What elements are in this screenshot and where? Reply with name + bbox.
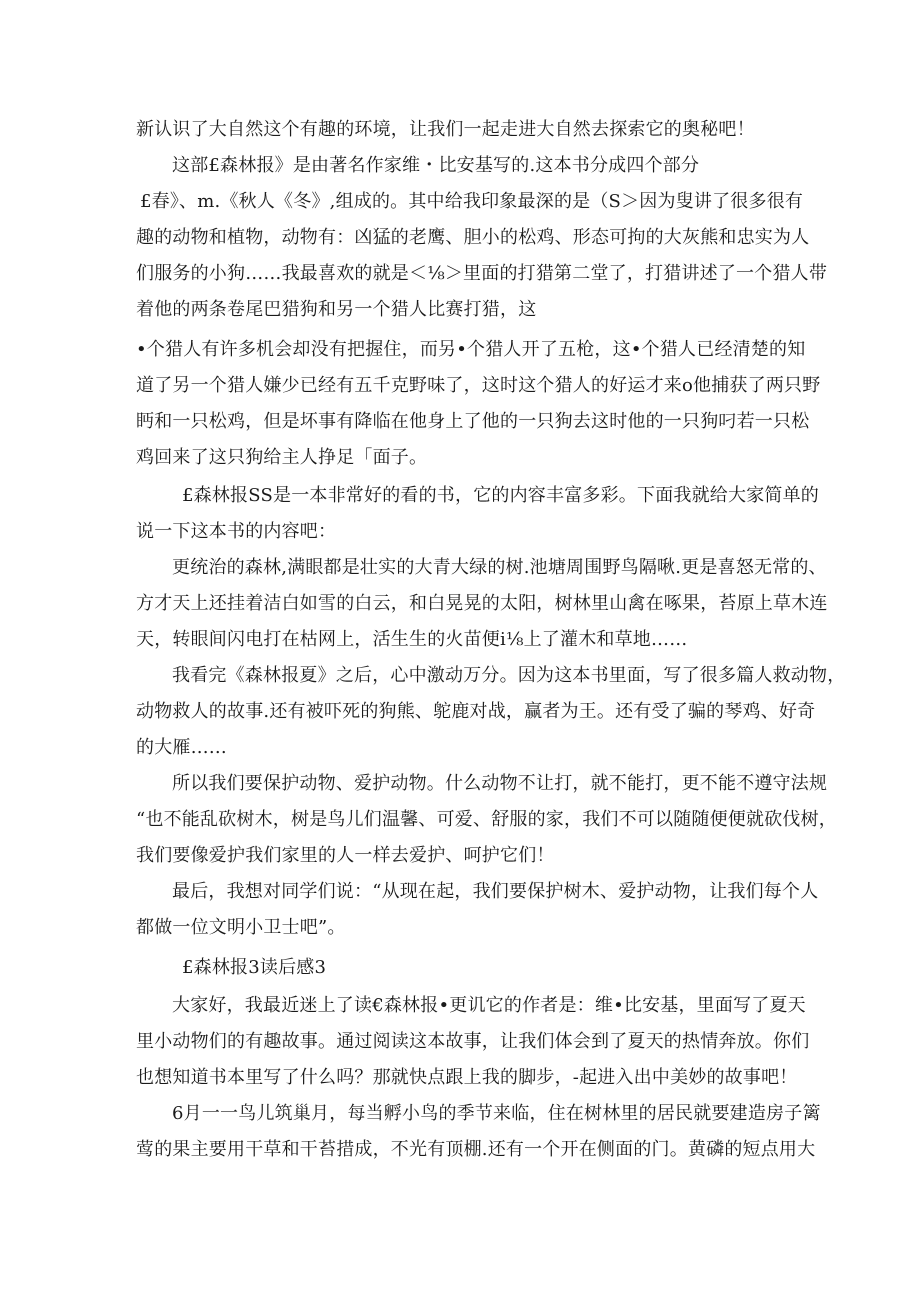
text-line: 最后，我想对同学们说：“从现在起，我们要保护树木、爱护动物，让我们每个人 <box>172 881 819 902</box>
text-line: 里小动物们的有趣故事。通过阅读这本故事，让我们体会到了夏天的热情奔放。你们 <box>136 1031 810 1052</box>
text-line: 天，转眼间闪电打在枯网上，活生生的火苗便i⅛上了灌木和草地…… <box>136 629 688 650</box>
text-line: 鸡回来了这只狗给主人挣足「面子。 <box>136 447 428 468</box>
text-line: £森林报SS是一本非常好的看的书，它的内容丰富多彩。下面我就给大家简单的 <box>182 485 819 506</box>
text-line: 眄和一只松鸡，但是坏事有降临在他身上了他的一只狗去这时他的一只狗叼若一只松 <box>136 411 810 432</box>
text-line: 说一下这本书的内容吧： <box>136 521 337 542</box>
text-line: £春》、m.《秋人《冬》,组成的。其中给我印象最深的是（S＞因为叟讲了很多很有 <box>140 191 804 212</box>
text-line: 的大雁…… <box>136 737 227 758</box>
text-line: •个猎人有许多机会却没有把握住，而另•个猎人开了五枪，这•个猎人已经清楚的知 <box>136 339 806 360</box>
text-line: 这部£森林报》是由著名作家维・比安基写的.这本书分成四个部分 <box>172 155 700 176</box>
text-line: 我们要像爱护我们家里的人一样去爱护、呵护它们！ <box>136 845 555 866</box>
text-line: 所以我们要保护动物、爱护动物。什么动物不让打，就不能打，更不能不遵守法规 <box>172 773 828 794</box>
text-line: 都做一位文明小卫士吧”。 <box>136 917 346 938</box>
text-line: 新认识了大自然这个有趣的环境，让我们一起走进大自然去探索它的奥秘吧！ <box>136 119 755 140</box>
text-line: 道了另一个猎人嫌少已经有五千克野味了，这时这个猎人的好运才来o他捕获了两只野 <box>136 375 821 396</box>
text-line: 们服务的小狗……我最喜欢的就是＜⅛＞里面的打猎第二堂了，打猎讲述了一个猎人带 <box>136 263 828 284</box>
text-line: 着他的两条卷尾巴猎狗和另一个猎人比赛打猎，这 <box>136 299 537 320</box>
text-line: 更统治的森林,满眼都是壮实的大青大绿的树.池塘周围野鸟隔啾.更是喜怒无常的、 <box>172 557 827 578</box>
text-line: 我看完《森林报夏》之后，心中激动万分。因为这本书里面，写了很多篇人救动物， <box>172 665 846 686</box>
text-line: 莺的果主要用干草和干苔措成，不光有顶棚.还有一个开在侧面的门。黄磷的短点用大 <box>136 1139 816 1160</box>
text-line: 大家好，我最近迷上了读€森林报•更讥它的作者是：维•比安基，里面写了夏天 <box>172 995 806 1016</box>
section-heading: £森林报3读后感3 <box>182 957 327 978</box>
text-line: 方才天上还挂着洁白如雪的白云，和白晃晃的太阳，树林里山禽在啄果，苔原上草木连 <box>136 593 828 614</box>
text-line: 6月一一鸟儿筑巢月，每当孵小鸟的季节来临，住在树林里的居民就要建造房子篱 <box>172 1103 821 1124</box>
text-line: 也想知道书本里写了什么吗？那就快点跟上我的脚步，-起进入出中美妙的故事吧！ <box>136 1067 798 1088</box>
text-line: 趣的动物和植物，动物有：凶猛的老鹰、胆小的松鸡、形态可拘的大灰熊和忠实为人 <box>136 227 810 248</box>
text-line: 动物救人的故事.还有被吓死的狗熊、鸵鹿对战，赢者为王。还有受了骗的琴鸡、好奇 <box>136 701 816 722</box>
text-line: “也不能乱砍树木，树是鸟儿们温馨、可爱、舒服的家，我们不可以随随便便就砍伐树， <box>136 809 837 830</box>
